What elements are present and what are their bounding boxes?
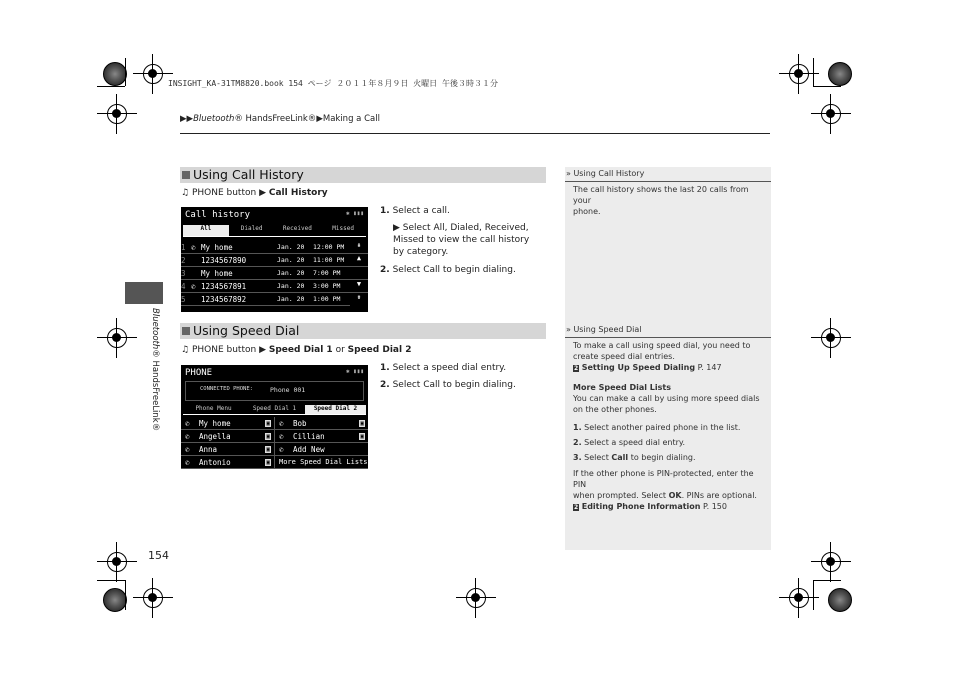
status-icons: ✱ ▮▮▮	[345, 368, 364, 375]
tab-missed[interactable]: Missed	[320, 225, 366, 237]
chapter-tab	[125, 282, 163, 304]
breadcrumb-arrow: ▶	[316, 114, 323, 124]
tab-dialed[interactable]: Dialed	[229, 225, 275, 237]
registration-disc	[103, 62, 127, 86]
reference-icon: 2	[574, 365, 579, 372]
section-heading-call-history: Using Call History	[180, 167, 546, 183]
note-title: » Using Call History	[566, 169, 645, 178]
page-up-icon[interactable]: ⇞	[350, 241, 368, 254]
speed-dial-entry[interactable]: ✆ Anna ▣	[181, 443, 274, 456]
call-history-screen	[181, 207, 368, 312]
chapter-side-label: Bluetooth® HandsFreeLink®	[150, 308, 160, 432]
speed-dial-entry[interactable]: ✆ My home ▣	[181, 417, 274, 430]
status-icons: ✱ ▮▮▮	[345, 210, 364, 217]
registration-mark	[785, 60, 813, 88]
tab-speed-dial-1[interactable]: Speed Dial 1	[244, 405, 305, 415]
registration-mark	[817, 548, 845, 576]
file-header: INSIGHT_KA-31TM8820.book 154 ページ ２０１１年８月９日 火曜日 午後３時３１分	[168, 79, 498, 88]
scroll-up-icon[interactable]: ▲	[350, 254, 368, 267]
screen-title: Call history	[185, 210, 251, 220]
registration-mark	[103, 548, 131, 576]
cross-reference-link[interactable]: 2 Setting Up Speed Dialing P. 147	[574, 363, 722, 372]
header-rule	[180, 133, 770, 134]
cross-reference-link[interactable]: 2 Editing Phone Information P. 150	[574, 502, 727, 511]
registration-mark	[817, 324, 845, 352]
scroll-down-icon[interactable]: ▼	[350, 280, 368, 293]
arrow-icon: ▶	[259, 188, 266, 198]
speed-dial-entry[interactable]: ✆ Bob ▣	[275, 417, 368, 430]
registration-mark	[139, 60, 167, 88]
arrow-icon: ▶	[393, 223, 400, 233]
navigation-path: ♫ PHONE button ▶ Call History	[181, 188, 328, 198]
call-history-steps: 1. Select a call. ▶ Select All, Dialed, Received, Missed to view the call history by category. 2. Select Call to begin dialing.	[380, 206, 530, 275]
tab-speed-dial-2[interactable]: Speed Dial 2	[305, 405, 366, 415]
scroll-controls	[350, 241, 368, 306]
navigation-path: ♫ PHONE button ▶ Speed Dial 1 or Speed Dial 2	[181, 345, 412, 355]
section-heading-speed-dial: Using Speed Dial	[180, 323, 546, 339]
registration-disc	[828, 588, 852, 612]
more-speed-dial-lists[interactable]: More Speed Dial Lists	[275, 456, 368, 469]
breadcrumb-part: ® HandsFreeLink®	[234, 114, 317, 124]
registration-mark	[103, 100, 131, 128]
screen-title: PHONE	[185, 368, 213, 378]
registration-mark	[785, 584, 813, 612]
call-row[interactable]: 4 ✆ 1234567891 Jan. 20 3:00 PM	[181, 280, 350, 293]
speed-dial-screen	[181, 365, 368, 468]
arrow-icon: ▶	[259, 345, 266, 355]
breadcrumb-part: Bluetooth	[193, 114, 235, 124]
phone-icon: ♫	[181, 345, 190, 355]
breadcrumb-part: Making a Call	[322, 114, 380, 124]
tab-received[interactable]: Received	[275, 225, 321, 237]
note-body: To make a call using speed dial, you need to create speed dial entries. 2 Setting Up Speed Dialing P. 147 More Speed Dial Lists You can make a call by using more speed dials on the other phones. 1. Select another paired phone in the list. 2. Select a speed dial entry. 3. Select Call to begin dialing. If the other phone is PIN-protected, enter the PIN when prompted. Select OK. PINs are optional. 2 Editing Phone Information P. 150	[573, 340, 768, 513]
speed-dial-entry[interactable]: ✆ Angella ▣	[181, 430, 274, 443]
add-new-entry[interactable]: ✆ Add New	[275, 443, 368, 456]
registration-mark	[139, 584, 167, 612]
connected-phone-label: CONNECTED PHONE:	[200, 386, 253, 392]
note-title: » Using Speed Dial	[566, 325, 642, 334]
call-list	[181, 241, 350, 306]
tab-phone-menu[interactable]: Phone Menu	[183, 405, 244, 415]
breadcrumb-arrows: ▶▶	[180, 114, 194, 124]
registration-disc	[103, 588, 127, 612]
note-body: The call history shows the last 20 calls from your phone.	[573, 185, 749, 216]
registration-mark	[817, 100, 845, 128]
connected-phone-value: Phone 001	[270, 386, 306, 394]
call-row[interactable]: 2 1234567890 Jan. 20 11:00 PM	[181, 254, 350, 267]
registration-disc	[828, 62, 852, 86]
breadcrumb	[180, 114, 380, 124]
phone-icon: ♫	[181, 188, 190, 198]
tab-all[interactable]: All	[183, 225, 229, 237]
page-number: 154	[148, 549, 169, 562]
speed-dial-entry[interactable]: ✆ Antonio ▣	[181, 456, 274, 469]
page-down-icon[interactable]: ⇟	[356, 293, 362, 301]
registration-mark	[103, 324, 131, 352]
call-row[interactable]: 3 My home Jan. 20 7:00 PM	[181, 267, 350, 280]
speed-dial-steps: 1. Select a speed dial entry. 2. Select Call to begin dialing.	[380, 363, 516, 390]
call-row[interactable]: 5 1234567892 Jan. 20 1:00 PM	[181, 293, 350, 306]
call-row[interactable]: 1 ✆ My home Jan. 20 12:00 PM	[181, 241, 350, 254]
reference-icon: 2	[574, 504, 579, 511]
speed-dial-entry[interactable]: ✆ Cillian ▣	[275, 430, 368, 443]
registration-mark	[462, 584, 490, 612]
